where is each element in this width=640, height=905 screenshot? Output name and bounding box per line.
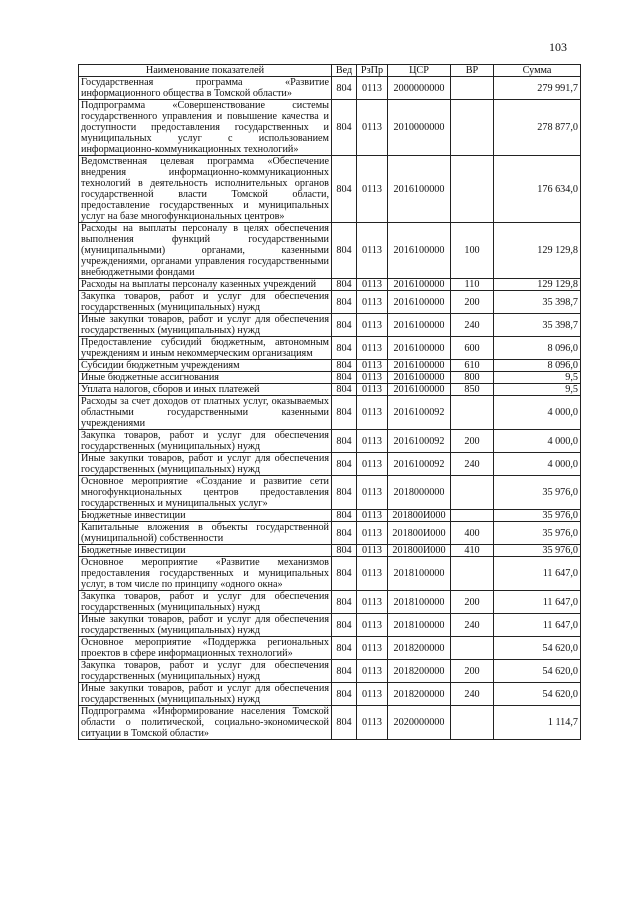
table-row [79,337,581,360]
cell-csr: 2016100092 [388,430,451,453]
cell-csr: 2000000000 [388,77,451,100]
cell-rzpr: 0113 [357,706,388,740]
cell-sum: 129 129,8 [494,223,581,279]
cell-sum: 35 976,0 [494,522,581,545]
cell-ved: 804 [332,591,357,614]
cell-vr: 200 [451,660,494,683]
cell-name: Подпрограмма «Совершенствование системы государственного управления и повышение качества и доступности предоставления государственных и муниципальных услуг с использованием информационно-коммуникационных технологий» [79,100,332,156]
cell-rzpr: 0113 [357,384,388,396]
cell-csr: 2016100000 [388,314,451,337]
cell-ved: 804 [332,396,357,430]
table-row [79,291,581,314]
cell-vr: 600 [451,337,494,360]
header-ved: Вед [332,65,357,77]
cell-sum: 35 976,0 [494,545,581,557]
cell-sum: 9,5 [494,384,581,396]
cell-sum: 8 096,0 [494,360,581,372]
table-row [79,77,581,100]
cell-ved: 804 [332,453,357,476]
cell-sum: 54 620,0 [494,637,581,660]
table-row [79,660,581,683]
cell-sum: 279 991,7 [494,77,581,100]
cell-rzpr: 0113 [357,100,388,156]
cell-vr [451,557,494,591]
cell-name: Государственная программа «Развитие информационного общества в Томской области» [79,77,332,100]
table-row [79,156,581,223]
cell-vr [451,476,494,510]
table-row [79,614,581,637]
cell-name: Капитальные вложения в объекты государственной (муниципальной) собственности [79,522,332,545]
cell-sum: 11 647,0 [494,557,581,591]
cell-rzpr: 0113 [357,430,388,453]
table-row [79,384,581,396]
cell-rzpr: 0113 [357,360,388,372]
cell-vr: 800 [451,372,494,384]
cell-name: Основное мероприятие «Создание и развитие сети многофункциональных центров предоставления государственных и муниципальных услуг» [79,476,332,510]
cell-csr: 2018100000 [388,557,451,591]
cell-ved: 804 [332,683,357,706]
table-row [79,396,581,430]
cell-ved: 804 [332,614,357,637]
cell-rzpr: 0113 [357,156,388,223]
cell-name: Предоставление субсидий бюджетным, автономным учреждениям и иным некоммерческим организациям [79,337,332,360]
cell-ved: 804 [332,77,357,100]
cell-rzpr: 0113 [357,614,388,637]
cell-rzpr: 0113 [357,372,388,384]
cell-csr: 2018200000 [388,637,451,660]
cell-ved: 804 [332,522,357,545]
cell-vr [451,156,494,223]
cell-sum: 4 000,0 [494,453,581,476]
cell-vr [451,510,494,522]
cell-vr [451,637,494,660]
cell-sum: 176 634,0 [494,156,581,223]
cell-name: Иные бюджетные ассигнования [79,372,332,384]
cell-csr: 2016100092 [388,453,451,476]
cell-rzpr: 0113 [357,314,388,337]
table-row [79,372,581,384]
cell-rzpr: 0113 [357,510,388,522]
page-number: 103 [549,40,567,54]
header-vr: ВР [451,65,494,77]
cell-rzpr: 0113 [357,396,388,430]
cell-csr: 2016100000 [388,223,451,279]
table-row [79,453,581,476]
table-row [79,430,581,453]
cell-ved: 804 [332,706,357,740]
cell-vr: 110 [451,279,494,291]
cell-csr: 2018100000 [388,614,451,637]
cell-csr: 2016100000 [388,372,451,384]
cell-rzpr: 0113 [357,453,388,476]
cell-vr: 400 [451,522,494,545]
cell-vr: 200 [451,591,494,614]
cell-sum: 35 976,0 [494,476,581,510]
cell-vr [451,706,494,740]
cell-vr: 850 [451,384,494,396]
cell-csr: 2018100000 [388,591,451,614]
cell-rzpr: 0113 [357,522,388,545]
table-row [79,706,581,740]
cell-csr: 201800И000 [388,545,451,557]
cell-rzpr: 0113 [357,683,388,706]
cell-csr: 2016100000 [388,337,451,360]
cell-name: Основное мероприятие «Поддержка региональных проектов в сфере информационных технологий» [79,637,332,660]
table-row [79,637,581,660]
table-header-row [79,65,581,77]
cell-csr: 2010000000 [388,100,451,156]
header-csr: ЦСР [388,65,451,77]
cell-name: Основное мероприятие «Развитие механизмов предоставления государственных и муниципальных услуг, в том числе по принципу «одного окна» [79,557,332,591]
cell-ved: 804 [332,545,357,557]
cell-sum: 54 620,0 [494,660,581,683]
table-row [79,314,581,337]
cell-ved: 804 [332,360,357,372]
cell-ved: 804 [332,314,357,337]
cell-ved: 804 [332,279,357,291]
header-name: Наименование показателей [79,65,332,77]
cell-vr [451,100,494,156]
cell-name: Бюджетные инвестиции [79,545,332,557]
cell-ved: 804 [332,557,357,591]
cell-vr [451,77,494,100]
cell-rzpr: 0113 [357,291,388,314]
cell-ved: 804 [332,372,357,384]
cell-rzpr: 0113 [357,557,388,591]
cell-ved: 804 [332,637,357,660]
cell-ved: 804 [332,291,357,314]
cell-name: Уплата налогов, сборов и иных платежей [79,384,332,396]
cell-rzpr: 0113 [357,223,388,279]
cell-sum: 35 976,0 [494,510,581,522]
cell-ved: 804 [332,430,357,453]
table-row [79,476,581,510]
cell-ved: 804 [332,100,357,156]
cell-csr: 2016100000 [388,156,451,223]
cell-ved: 804 [332,384,357,396]
header-sum: Сумма [494,65,581,77]
cell-sum: 9,5 [494,372,581,384]
cell-name: Бюджетные инвестиции [79,510,332,522]
cell-rzpr: 0113 [357,637,388,660]
cell-sum: 11 647,0 [494,614,581,637]
cell-sum: 278 877,0 [494,100,581,156]
table-row [79,683,581,706]
cell-vr: 240 [451,614,494,637]
cell-vr: 200 [451,291,494,314]
cell-vr [451,396,494,430]
cell-ved: 804 [332,476,357,510]
cell-vr: 410 [451,545,494,557]
cell-csr: 2016100000 [388,279,451,291]
cell-name: Расходы на выплаты персоналу казенных учреждений [79,279,332,291]
cell-name: Иные закупки товаров, работ и услуг для обеспечения государственных (муниципальных) нужд [79,314,332,337]
table-body [79,77,581,740]
budget-table [78,64,581,740]
cell-name: Ведомственная целевая программа «Обеспечение внедрения информационно-коммуникационных технологий в деятельность исполнительных органов государственной власти Томской области, предоставление государственных и муниципальных услуг на базе многофункциональных центров» [79,156,332,223]
cell-ved: 804 [332,337,357,360]
table-row [79,100,581,156]
cell-csr: 2018000000 [388,476,451,510]
cell-rzpr: 0113 [357,591,388,614]
cell-name: Иные закупки товаров, работ и услуг для обеспечения государственных (муниципальных) нужд [79,683,332,706]
cell-sum: 4 000,0 [494,430,581,453]
cell-ved: 804 [332,660,357,683]
table-row [79,545,581,557]
cell-rzpr: 0113 [357,337,388,360]
cell-csr: 2020000000 [388,706,451,740]
cell-name: Закупка товаров, работ и услуг для обеспечения государственных (муниципальных) нужд [79,591,332,614]
cell-sum: 4 000,0 [494,396,581,430]
cell-sum: 1 114,7 [494,706,581,740]
table-row [79,591,581,614]
cell-name: Субсидии бюджетным учреждениям [79,360,332,372]
cell-csr: 201800И000 [388,522,451,545]
cell-csr: 2016100000 [388,384,451,396]
cell-csr: 2018200000 [388,660,451,683]
cell-name: Иные закупки товаров, работ и услуг для обеспечения государственных (муниципальных) нужд [79,614,332,637]
cell-rzpr: 0113 [357,476,388,510]
cell-rzpr: 0113 [357,545,388,557]
cell-vr: 240 [451,683,494,706]
cell-sum: 35 398,7 [494,314,581,337]
cell-sum: 8 096,0 [494,337,581,360]
cell-rzpr: 0113 [357,77,388,100]
table-row [79,522,581,545]
cell-vr: 240 [451,453,494,476]
cell-csr: 2016100092 [388,396,451,430]
cell-csr: 2016100000 [388,360,451,372]
cell-name: Подпрограмма «Информирование населения Томской области о политической, социально-экономической ситуации в Томской области» [79,706,332,740]
cell-ved: 804 [332,156,357,223]
cell-name: Закупка товаров, работ и услуг для обеспечения государственных (муниципальных) нужд [79,660,332,683]
cell-name: Закупка товаров, работ и услуг для обеспечения государственных (муниципальных) нужд [79,430,332,453]
table-row [79,279,581,291]
cell-ved: 804 [332,223,357,279]
cell-csr: 2018200000 [388,683,451,706]
header-rzpr: РзПр [357,65,388,77]
cell-sum: 129 129,8 [494,279,581,291]
table-row [79,360,581,372]
cell-rzpr: 0113 [357,660,388,683]
cell-vr: 200 [451,430,494,453]
cell-sum: 54 620,0 [494,683,581,706]
cell-name: Закупка товаров, работ и услуг для обеспечения государственных (муниципальных) нужд [79,291,332,314]
table-row [79,223,581,279]
table-row [79,557,581,591]
cell-name: Расходы за счет доходов от платных услуг, оказываемых областными государственными казенными учреждениями [79,396,332,430]
cell-ved: 804 [332,510,357,522]
cell-sum: 35 398,7 [494,291,581,314]
cell-csr: 201800И000 [388,510,451,522]
cell-name: Иные закупки товаров, работ и услуг для обеспечения государственных (муниципальных) нужд [79,453,332,476]
table-row [79,510,581,522]
cell-name: Расходы на выплаты персоналу в целях обеспечения выполнения функций государственными (муниципальными) органами, казенными учреждениями, органами управления государственными внебюджетными фондами [79,223,332,279]
cell-csr: 2016100000 [388,291,451,314]
cell-vr: 100 [451,223,494,279]
cell-vr: 610 [451,360,494,372]
cell-sum: 11 647,0 [494,591,581,614]
cell-vr: 240 [451,314,494,337]
cell-rzpr: 0113 [357,279,388,291]
